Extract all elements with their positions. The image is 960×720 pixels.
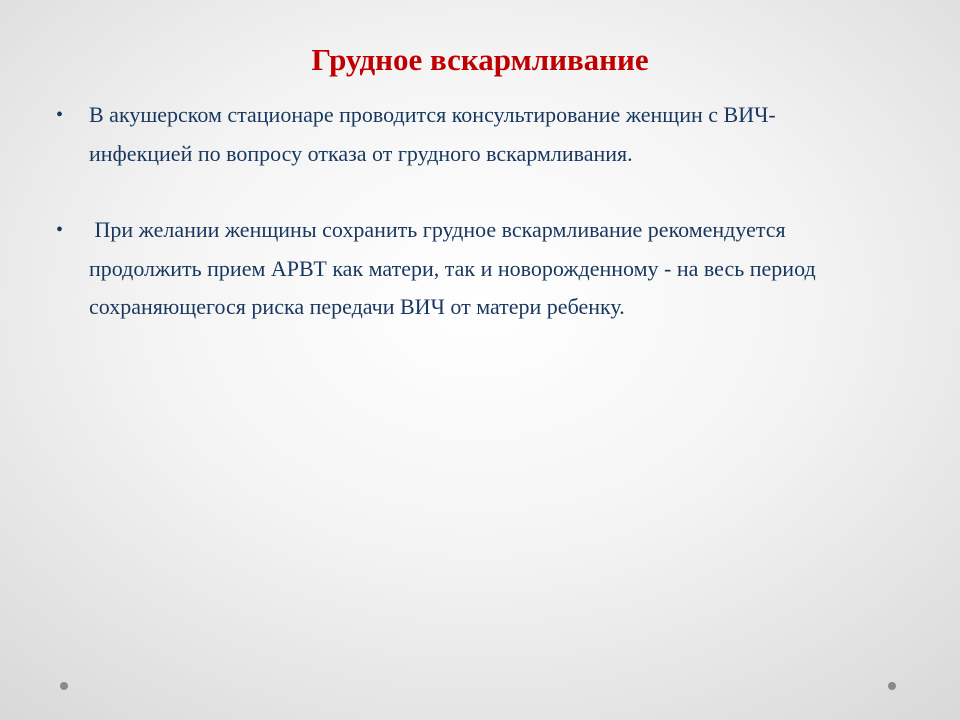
bullet-text: В акушерском стационаре проводится консультирование женщин с ВИЧ-инфекцией по вопросу отказа от грудного вскармливания.	[89, 102, 776, 166]
bullet-item	[56, 211, 876, 327]
decorative-dot-right-icon	[888, 682, 896, 690]
bullet-item	[56, 96, 876, 173]
bullet-icon: •	[56, 104, 64, 126]
bullet-text: При желании женщины сохранить грудное вскармливание рекомендуется продолжить прием АРВТ как матери, так и новорожденному - на весь период сохраняющегося риска передачи ВИЧ от матери ребенку.	[89, 217, 822, 319]
bullet-icon: •	[56, 219, 64, 241]
slide-title: Грудное вскармливание	[311, 42, 649, 77]
bullet-list	[56, 96, 876, 327]
decorative-dot-left-icon	[60, 682, 68, 690]
